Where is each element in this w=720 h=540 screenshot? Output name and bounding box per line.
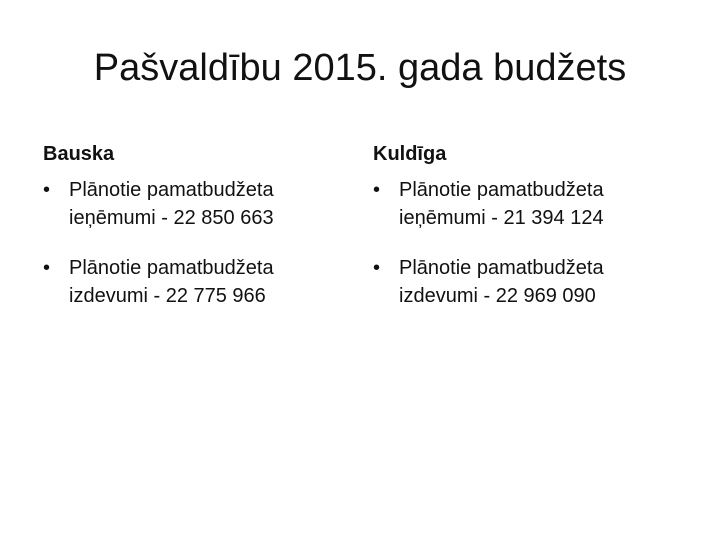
list-item <box>373 254 673 310</box>
bullet-icon: • <box>43 257 51 279</box>
bullet-text: Plānotie pamatbudžeta izdevumi - 22 775 966 <box>69 257 274 307</box>
bullet-list <box>373 176 673 310</box>
bullet-list <box>43 176 343 310</box>
bullet-text: Plānotie pamatbudžeta izdevumi - 22 969 090 <box>399 257 604 307</box>
bullet-text: Plānotie pamatbudžeta ieņēmumi - 22 850 663 <box>69 179 274 229</box>
list-item <box>43 176 343 232</box>
list-item <box>373 176 673 232</box>
slide-title: Pašvaldību 2015. gada budžets <box>93 47 627 89</box>
bullet-icon: • <box>43 179 51 201</box>
column-heading: Bauska <box>43 143 115 165</box>
column-kuldiga <box>373 140 673 332</box>
bullet-text: Plānotie pamatbudžeta ieņēmumi - 21 394 124 <box>399 179 604 229</box>
bullet-icon: • <box>373 179 381 201</box>
list-item <box>43 254 343 310</box>
bullet-icon: • <box>373 257 381 279</box>
column-bauska <box>43 140 343 332</box>
column-heading: Kuldīga <box>373 143 447 165</box>
